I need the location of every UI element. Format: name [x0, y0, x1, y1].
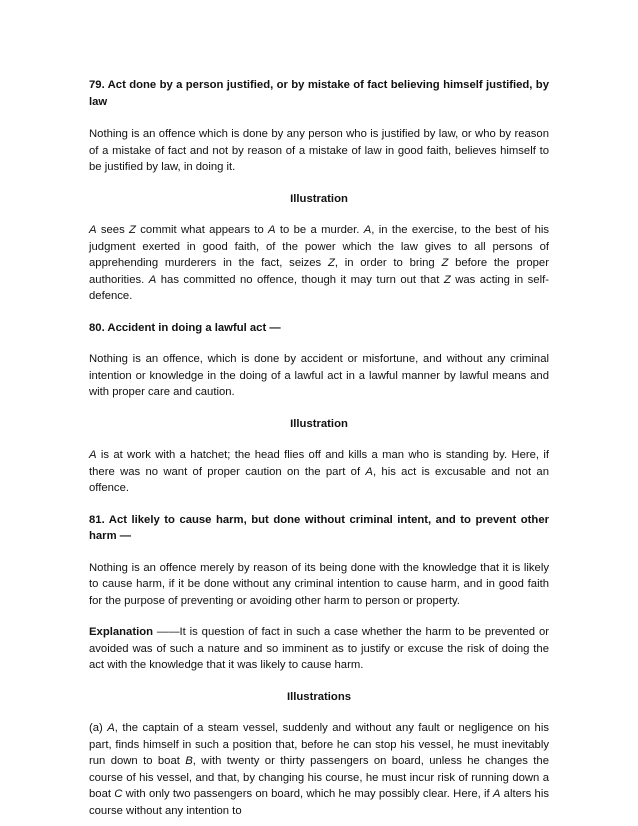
party-name: A	[363, 224, 372, 236]
text-run: , the captain of a steam vessel, suddenly and without any fault or negligence on his part, finds himself in such a position that, before he can stop his vessel, he must inevitably run down to boat	[89, 722, 550, 767]
text-run: to be a murder.	[275, 224, 364, 236]
party-name: A	[492, 788, 501, 800]
party-name: A	[89, 224, 97, 236]
text-run: has committed no offence, though it may turn out that	[156, 273, 444, 286]
text-run: , in the exercise, to the best of his judgment exerted in good faith, of the power which the law gives to all persons of apprehending murderers in the fact, seizes	[89, 224, 550, 269]
party-name: B	[185, 755, 193, 767]
document-page	[89, 77, 549, 819]
party-name: Z	[441, 257, 449, 269]
party-name: A	[365, 465, 373, 478]
text-run: with only two passengers on board, which he may possibly clear. Here, if	[122, 788, 493, 800]
party-name: C	[114, 788, 123, 800]
section-80-illustration	[89, 447, 549, 497]
explanation-dash: —	[153, 626, 169, 638]
section-79-illustration-heading: Illustration	[290, 192, 348, 205]
party-name: A	[148, 273, 157, 286]
section-79-title: 79. Act done by a person justified, or by mistake of fact believing himself justified, by law	[89, 79, 549, 108]
section-79-body: Nothing is an offence which is done by any person who is justified by law, or who by reason of a mistake of fact and not by reason of a mistake of law in good faith, believes himself to be justified by law, in doing it.	[89, 128, 549, 173]
text-run: , in order to bring	[334, 257, 442, 269]
party-name: A	[107, 722, 115, 734]
text-run: is at work with a hatchet; the head flies off and kills a man who is standing by. Here, if there was no want of proper caution on the part of	[89, 449, 549, 478]
party-name: A	[89, 449, 97, 461]
section-80-body: Nothing is an offence, which is done by accident or misfortune, and without any criminal intention or knowledge in the doing of a lawful act in a lawful manner by lawful means and with proper care and caution.	[89, 353, 549, 398]
text-run: was acting in self-defence.	[89, 273, 549, 302]
party-name: Z	[327, 257, 335, 269]
section-80-illustration-heading: Illustration	[290, 417, 348, 430]
text-run: before the proper authorities.	[89, 257, 549, 286]
party-name: Z	[443, 273, 451, 286]
section-80-title: 80. Accident in doing a lawful act —	[89, 321, 281, 334]
explanation-text: —It is question of fact in such a case whether the harm to be prevented or avoided was of such a nature and so imminent as to justify or excuse the risk of doing the act with the knowledge that it was likely to cause harm.	[89, 626, 549, 671]
section-81-title: 81. Act likely to cause harm, but done without criminal intent, and to prevent other harm —	[89, 513, 549, 542]
section-81-illustrations-heading: Illustrations	[286, 690, 352, 703]
section-81-explanation	[89, 624, 549, 674]
party-name: Z	[129, 224, 136, 236]
text-run: , with twenty or thirty passengers on board, unless he changes the course of his vessel, and that, by changing his course, he must incur risk of running down a boat	[89, 755, 549, 800]
text-run: (a)	[89, 722, 108, 734]
section-79-illustration	[89, 222, 549, 305]
section-81-body: Nothing is an offence merely by reason of its being done with the knowledge that it is likely to cause harm, if it be done without any criminal intention to cause harm, and in good faith for the purpose of preventing or avoiding other harm to person or property.	[89, 561, 549, 607]
text-run: sees	[96, 224, 130, 236]
text-run: alters his course without any intention to	[89, 788, 549, 817]
text-run: , his act is excusable and not an offence.	[89, 465, 549, 494]
text-run: commit what appears to	[135, 224, 269, 236]
party-name: A	[268, 224, 276, 236]
explanation-label: Explanation	[89, 626, 154, 638]
section-81-illustration-a	[89, 720, 549, 819]
